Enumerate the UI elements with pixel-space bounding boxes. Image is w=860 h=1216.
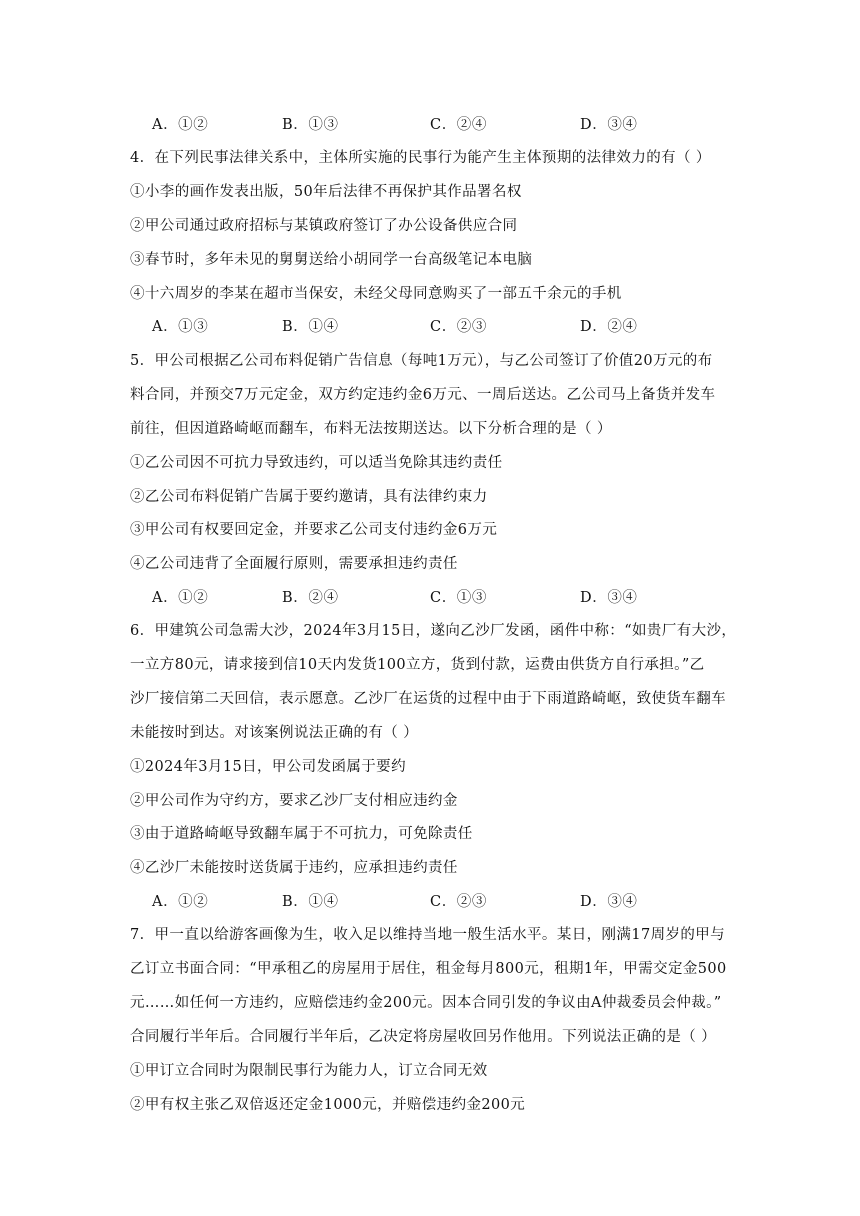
q4-option-a: A．①③ bbox=[152, 319, 209, 335]
q4-option-d: D．②④ bbox=[580, 319, 638, 335]
q4-option-b: B．①④ bbox=[282, 319, 339, 335]
q6-stem-line-1: 6．甲建筑公司急需大沙，2024年3月15日，遂向乙沙厂发函，函件中称：“如贵厂有大沙， bbox=[130, 623, 737, 639]
q7-item-1: ①甲订立合同时为限制民事行为能力人，订立合同无效 bbox=[130, 1063, 488, 1079]
q4-options bbox=[152, 315, 712, 335]
q3-option-a: A．①② bbox=[152, 117, 209, 133]
q7-stem-line-1: 7．甲一直以给游客画像为生，收入足以维持当地一般生活水平。某日，刚满17周岁的甲与 bbox=[130, 927, 726, 943]
q3-option-d: D．③④ bbox=[580, 117, 638, 133]
q5-stem-line-2: 料合同，并预交7万元定金，双方约定违约金6万元、一周后送达。乙公司马上备货并发车 bbox=[130, 387, 716, 403]
q7-stem-line-4: 合同履行半年后。合同履行半年后，乙决定将房屋收回另作他用。下列说法正确的是（ ） bbox=[130, 1029, 717, 1045]
q6-option-a: A．①② bbox=[152, 894, 209, 910]
q5-item-3: ③甲公司有权要回定金，并要求乙公司支付违约金6万元 bbox=[130, 522, 498, 538]
q3-option-c: C．②④ bbox=[430, 117, 487, 133]
q5-item-1: ①乙公司因不可抗力导致违约，可以适当免除其违约责任 bbox=[130, 455, 503, 471]
q6-stem-line-4: 未能按时到达。对该案例说法正确的有（ ） bbox=[130, 725, 419, 741]
q4-stem: 4．在下列民事法律关系中，主体所实施的民事行为能产生主体预期的法律效力的有（ ） bbox=[130, 150, 711, 166]
q7-stem-line-3: 元……如任何一方违约，应赔偿违约金200元。因本合同引发的争议由A仲裁委员会仲裁。” bbox=[130, 995, 722, 1011]
q6-stem-line-2: 一立方80元，请求接到信10天内发货100立方，货到付款，运费由供货方自行承担。”乙 bbox=[130, 657, 705, 673]
q5-option-c: C．①③ bbox=[430, 590, 487, 606]
q7-stem-line-2: 乙订立书面合同：“甲承租乙的房屋用于居住，租金每月800元，租期1年，甲需交定金500 bbox=[130, 961, 727, 977]
q4-item-2: ②甲公司通过政府招标与某镇政府签订了办公设备供应合同 bbox=[130, 218, 518, 234]
q5-option-b: B．②④ bbox=[282, 590, 339, 606]
q5-stem-line-3: 前往，但因道路崎岖而翻车，布料无法按期送达。以下分析合理的是（ ） bbox=[130, 421, 612, 437]
q6-item-1: ①2024年3月15日，甲公司发函属于要约 bbox=[130, 759, 406, 775]
q5-stem-line-1: 5．甲公司根据乙公司布料促销广告信息（每吨1万元），与乙公司签订了价值20万元的布 bbox=[130, 353, 713, 369]
q7-item-2: ②甲有权主张乙双倍返还定金1000元，并赔偿违约金200元 bbox=[130, 1097, 526, 1113]
q5-option-d: D．③④ bbox=[580, 590, 638, 606]
q6-option-d: D．③④ bbox=[580, 894, 638, 910]
q4-item-1: ①小李的画作发表出版，50年后法律不再保护其作品署名权 bbox=[130, 184, 522, 200]
q6-item-2: ②甲公司作为守约方，要求乙沙厂支付相应违约金 bbox=[130, 793, 458, 809]
q6-option-b: B．①④ bbox=[282, 894, 339, 910]
q5-option-a: A．①② bbox=[152, 590, 209, 606]
q5-options bbox=[152, 586, 712, 606]
q3-options bbox=[152, 113, 712, 133]
q6-option-c: C．②③ bbox=[430, 894, 487, 910]
q6-item-4: ④乙沙厂未能按时送货属于违约，应承担违约责任 bbox=[130, 860, 458, 876]
q4-item-3: ③春节时，多年未见的舅舅送给小胡同学一台高级笔记本电脑 bbox=[130, 252, 533, 268]
q5-item-2: ②乙公司布料促销广告属于要约邀请，具有法律约束力 bbox=[130, 489, 488, 505]
q6-item-3: ③由于道路崎岖导致翻车属于不可抗力，可免除责任 bbox=[130, 826, 473, 842]
q4-item-4: ④十六周岁的李某在超市当保安，未经父母同意购买了一部五千余元的手机 bbox=[130, 286, 622, 302]
q6-options bbox=[152, 890, 712, 910]
q4-option-c: C．②③ bbox=[430, 319, 487, 335]
q3-option-b: B．①③ bbox=[282, 117, 339, 133]
q6-stem-line-3: 沙厂接信第二天回信，表示愿意。乙沙厂在运货的过程中由于下雨道路崎岖，致使货车翻车 bbox=[130, 691, 726, 707]
q5-item-4: ④乙公司违背了全面履行原则，需要承担违约责任 bbox=[130, 556, 458, 572]
